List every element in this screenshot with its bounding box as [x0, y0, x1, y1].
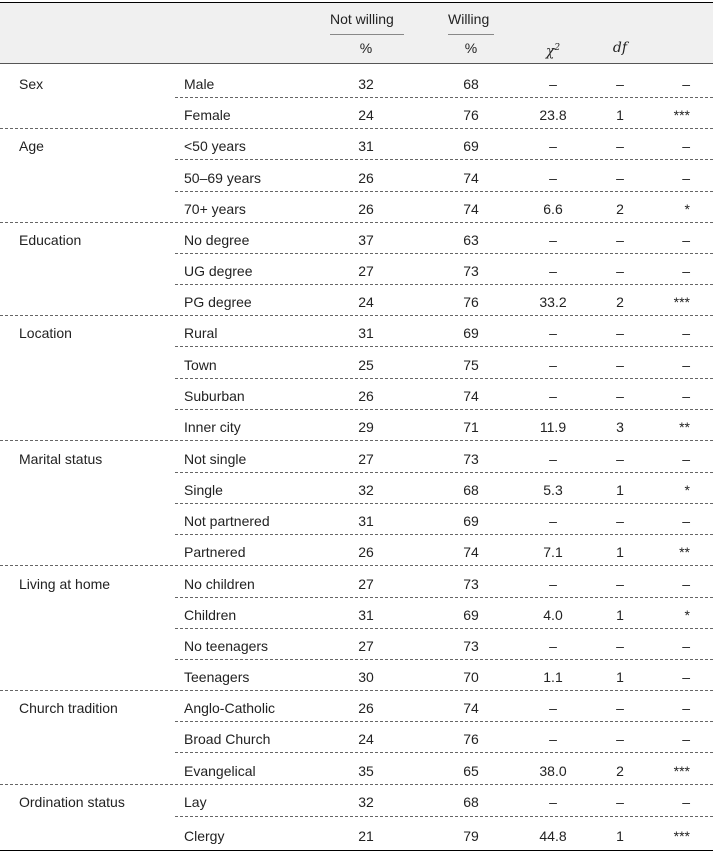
category-label: No children	[184, 576, 255, 592]
chi-square-value: –	[549, 232, 557, 248]
willing-value: 79	[463, 828, 479, 844]
chi-square-value: –	[549, 731, 557, 747]
not-willing-value: 35	[358, 763, 374, 779]
chi-square-value: 6.6	[543, 201, 563, 217]
willing-value: 76	[463, 107, 479, 123]
category-label: Clergy	[184, 828, 225, 844]
df-value: –	[616, 388, 624, 404]
willing-value: 74	[463, 201, 479, 217]
row-separator	[175, 628, 713, 629]
group-label: Sex	[19, 76, 44, 92]
not-willing-value: 26	[358, 544, 374, 560]
significance-value: –	[682, 513, 690, 529]
category-label: Single	[184, 482, 223, 498]
df-value: –	[616, 170, 624, 186]
category-label: PG degree	[184, 294, 252, 310]
not-willing-value: 21	[358, 828, 374, 844]
group-separator	[0, 128, 713, 129]
category-label: 70+ years	[184, 201, 246, 217]
df-value: –	[616, 638, 624, 654]
df-value: 2	[616, 763, 624, 779]
significance-value: –	[682, 325, 690, 341]
willing-value: 68	[463, 76, 479, 92]
category-label: Male	[184, 76, 215, 92]
df-value: 1	[616, 828, 624, 844]
group-separator	[0, 315, 713, 316]
row-separator	[175, 752, 713, 753]
group-separator	[0, 440, 713, 441]
willing-value: 68	[463, 482, 479, 498]
row-separator	[175, 378, 713, 379]
significance-value: ***	[673, 107, 690, 123]
df-value: –	[616, 76, 624, 92]
df-value: 1	[616, 669, 624, 685]
group-label: Living at home	[19, 576, 111, 592]
row-separator	[175, 253, 713, 254]
category-label: Teenagers	[184, 669, 250, 685]
category-label: Inner city	[184, 419, 241, 435]
willing-value: 65	[463, 763, 479, 779]
header-not-willing: Not willing	[330, 11, 394, 27]
category-label: 50–69 years	[184, 170, 262, 186]
df-value: 3	[616, 419, 624, 435]
not-willing-value: 31	[358, 513, 374, 529]
willing-value: 73	[463, 576, 479, 592]
not-willing-value: 24	[358, 294, 374, 310]
category-label: Town	[184, 357, 217, 373]
significance-value: –	[682, 700, 690, 716]
table-header-rule	[0, 63, 713, 64]
significance-value: –	[682, 669, 690, 685]
not-willing-value: 25	[358, 357, 374, 373]
significance-value: –	[682, 794, 690, 810]
willing-value: 74	[463, 388, 479, 404]
df-value: –	[616, 576, 624, 592]
category-label: Female	[184, 107, 231, 123]
chi-square-value: –	[549, 76, 557, 92]
row-separator	[175, 597, 713, 598]
chi-symbol: χ	[545, 43, 555, 60]
not-willing-value: 32	[358, 482, 374, 498]
group-separator	[0, 565, 713, 566]
not-willing-value: 31	[358, 138, 374, 154]
group-label: Marital status	[19, 451, 103, 467]
significance-value: *	[684, 482, 690, 498]
willing-value: 73	[463, 263, 479, 279]
willing-value: 69	[463, 138, 479, 154]
category-label: No degree	[184, 232, 250, 248]
df-value: –	[616, 513, 624, 529]
not-willing-value: 32	[358, 76, 374, 92]
header-willing-percent: %	[464, 40, 478, 56]
group-separator	[0, 222, 713, 223]
group-label: Location	[19, 325, 72, 341]
category-label: Suburban	[184, 388, 245, 404]
significance-value: –	[682, 388, 690, 404]
not-willing-value: 31	[358, 325, 374, 341]
not-willing-value: 26	[358, 388, 374, 404]
df-value: 2	[616, 201, 624, 217]
df-value: –	[616, 700, 624, 716]
df-value: –	[616, 357, 624, 373]
chi-square-value: 11.9	[539, 419, 567, 435]
not-willing-value: 24	[358, 107, 374, 123]
chi-square-value: 23.8	[539, 107, 567, 123]
willing-value: 74	[463, 700, 479, 716]
chi-square-value: 4.0	[543, 607, 563, 623]
row-separator	[175, 191, 713, 192]
not-willing-underline	[330, 34, 404, 35]
df-value: –	[616, 232, 624, 248]
df-value: –	[616, 731, 624, 747]
not-willing-value: 26	[358, 700, 374, 716]
df-value: 2	[616, 294, 624, 310]
category-label: Evangelical	[184, 763, 256, 779]
group-label: Church tradition	[19, 700, 118, 716]
not-willing-value: 27	[358, 638, 374, 654]
not-willing-value: 37	[358, 232, 374, 248]
not-willing-value: 30	[358, 669, 374, 685]
category-label: No teenagers	[184, 638, 269, 654]
chi-square-value: –	[549, 138, 557, 154]
df-value: –	[616, 138, 624, 154]
significance-value: –	[682, 170, 690, 186]
chi-square-value: –	[549, 263, 557, 279]
not-willing-value: 24	[358, 731, 374, 747]
row-separator	[175, 159, 713, 160]
willing-underline	[448, 34, 494, 35]
group-label: Education	[19, 232, 82, 248]
willing-value: 68	[463, 794, 479, 810]
significance-value: –	[682, 451, 690, 467]
row-separator	[175, 534, 713, 535]
chi-square-value: –	[549, 170, 557, 186]
not-willing-value: 29	[358, 419, 374, 435]
willing-value: 63	[463, 232, 479, 248]
row-separator	[175, 409, 713, 410]
category-label: <50 years	[184, 138, 246, 154]
not-willing-value: 27	[358, 576, 374, 592]
header-chi-square	[546, 40, 560, 60]
category-label: Not single	[184, 451, 247, 467]
willing-value: 74	[463, 544, 479, 560]
willing-value: 69	[463, 325, 479, 341]
chi-square-value: 7.1	[543, 544, 563, 560]
row-separator	[175, 346, 713, 347]
header-not-willing-percent: %	[359, 40, 373, 56]
chi-square-value: 44.8	[539, 828, 567, 844]
significance-value: *	[684, 201, 690, 217]
significance-value: **	[679, 419, 690, 435]
row-separator	[175, 97, 713, 98]
category-label: Children	[184, 607, 237, 623]
willing-value: 76	[463, 731, 479, 747]
df-value: 1	[616, 482, 624, 498]
df-value: –	[616, 325, 624, 341]
df-value: –	[616, 263, 624, 279]
chi-square-value: –	[549, 576, 557, 592]
chi-square-value: –	[549, 357, 557, 373]
header-df: df	[612, 40, 628, 56]
willing-value: 71	[463, 419, 479, 435]
chi-square-value: 33.2	[539, 294, 567, 310]
category-label: UG degree	[184, 263, 253, 279]
not-willing-value: 26	[358, 201, 374, 217]
not-willing-value: 27	[358, 263, 374, 279]
row-separator	[175, 721, 713, 722]
header-willing: Willing	[448, 11, 490, 27]
not-willing-value: 27	[358, 451, 374, 467]
not-willing-value: 31	[358, 607, 374, 623]
group-separator	[0, 784, 713, 785]
group-label: Ordination status	[19, 794, 125, 810]
df-value: –	[616, 794, 624, 810]
willing-value: 74	[463, 170, 479, 186]
significance-value: –	[682, 731, 690, 747]
significance-value: ***	[673, 294, 690, 310]
significance-value: –	[682, 576, 690, 592]
row-separator	[175, 472, 713, 473]
chi-square-value: –	[549, 700, 557, 716]
df-value: 1	[616, 107, 624, 123]
not-willing-value: 26	[358, 170, 374, 186]
willing-value: 73	[463, 638, 479, 654]
row-separator	[175, 284, 713, 285]
willing-value: 69	[463, 513, 479, 529]
df-value: 1	[616, 607, 624, 623]
significance-value: *	[684, 607, 690, 623]
group-label: Age	[19, 138, 44, 154]
df-value: 1	[616, 544, 624, 560]
group-separator	[0, 690, 713, 691]
row-separator	[175, 503, 713, 504]
chi-square-value: –	[549, 638, 557, 654]
chi-square-value: –	[549, 325, 557, 341]
category-label: Anglo-Catholic	[184, 700, 276, 716]
row-separator	[175, 659, 713, 660]
chi-square-value: –	[549, 451, 557, 467]
chi-square-value: –	[549, 794, 557, 810]
significance-value: ***	[673, 763, 690, 779]
chi-square-value: 1.1	[543, 669, 563, 685]
category-label: Lay	[184, 794, 207, 810]
not-willing-value: 32	[358, 794, 374, 810]
chi-superscript: 2	[554, 43, 561, 53]
df-value: –	[616, 451, 624, 467]
category-label: Not partnered	[184, 513, 270, 529]
significance-value: **	[679, 544, 690, 560]
significance-value: –	[682, 232, 690, 248]
chi-square-value: 5.3	[543, 482, 563, 498]
willing-value: 70	[463, 669, 479, 685]
category-label: Partnered	[184, 544, 246, 560]
significance-value: –	[682, 263, 690, 279]
willing-value: 76	[463, 294, 479, 310]
category-label: Broad Church	[184, 731, 271, 747]
significance-value: –	[682, 76, 690, 92]
significance-value: ***	[673, 828, 690, 844]
chi-square-value: –	[549, 513, 557, 529]
row-separator	[175, 816, 713, 817]
willing-value: 73	[463, 451, 479, 467]
category-label: Rural	[184, 325, 218, 341]
significance-value: –	[682, 357, 690, 373]
chi-square-value: –	[549, 388, 557, 404]
willing-value: 69	[463, 607, 479, 623]
chi-square-value: 38.0	[539, 763, 567, 779]
significance-value: –	[682, 638, 690, 654]
willing-value: 75	[463, 357, 479, 373]
significance-value: –	[682, 138, 690, 154]
